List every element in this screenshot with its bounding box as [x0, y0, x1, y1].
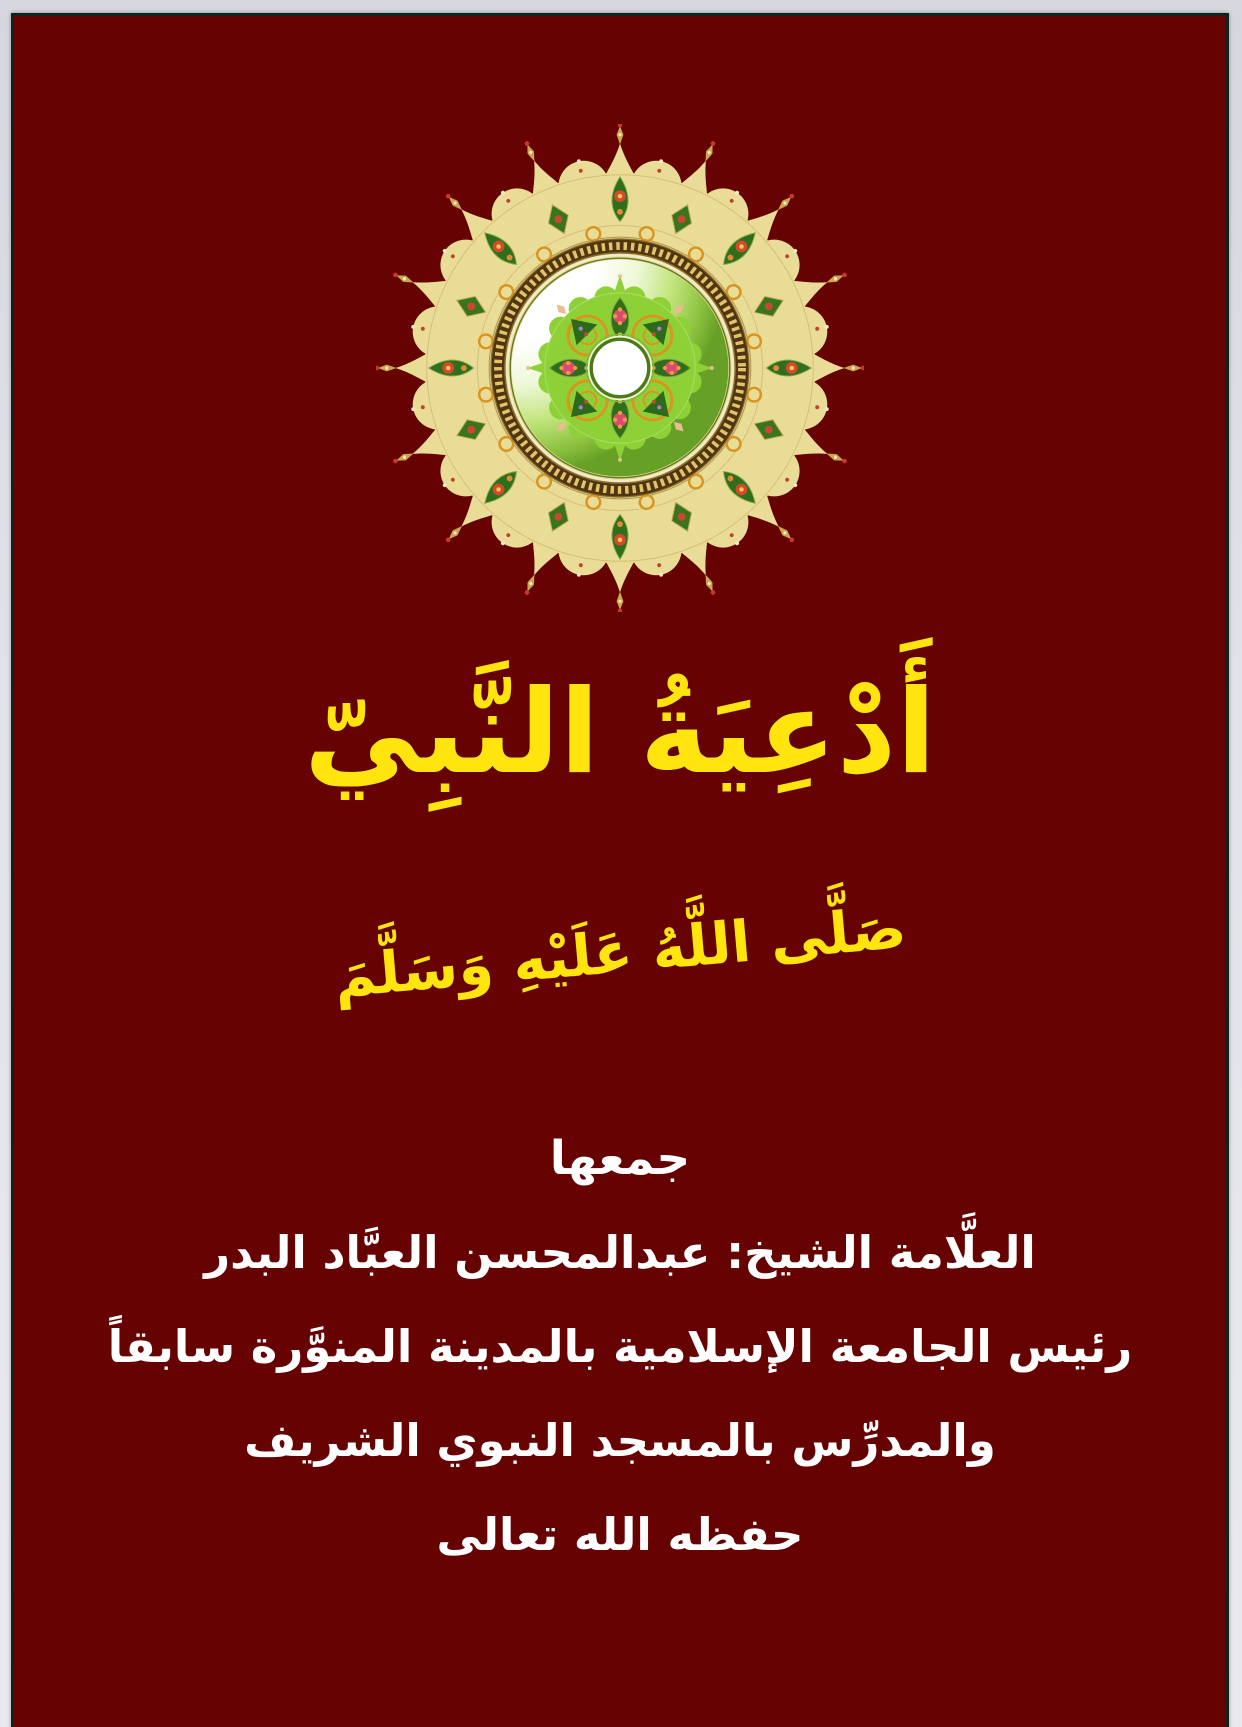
islamic-medallion-ornament: [376, 124, 864, 612]
salawat-calligraphy: صَلَّى اللَّهُ عَلَيْهِ وَسَلَّمَ: [331, 895, 909, 1011]
author-role-teacher: والمدرِّس بالمسجد النبوي الشريف: [244, 1414, 996, 1467]
book-title: أَدْعِيَةُ النَّبِيّ: [304, 665, 936, 800]
book-cover-page: [11, 13, 1229, 1727]
collected-by-label: جمعها: [549, 1131, 691, 1186]
credits-block: [14, 1112, 1226, 1582]
islamic-medallion-icon: [376, 124, 864, 612]
honorific-line: حفظه الله تعالى: [436, 1508, 804, 1561]
author-name: العلَّامة الشيخ: عبدالمحسن العبَّاد البدر: [204, 1226, 1036, 1279]
author-role-former-president: رئيس الجامعة الإسلامية بالمدينة المنوَّرة سابقاً: [107, 1320, 1133, 1373]
